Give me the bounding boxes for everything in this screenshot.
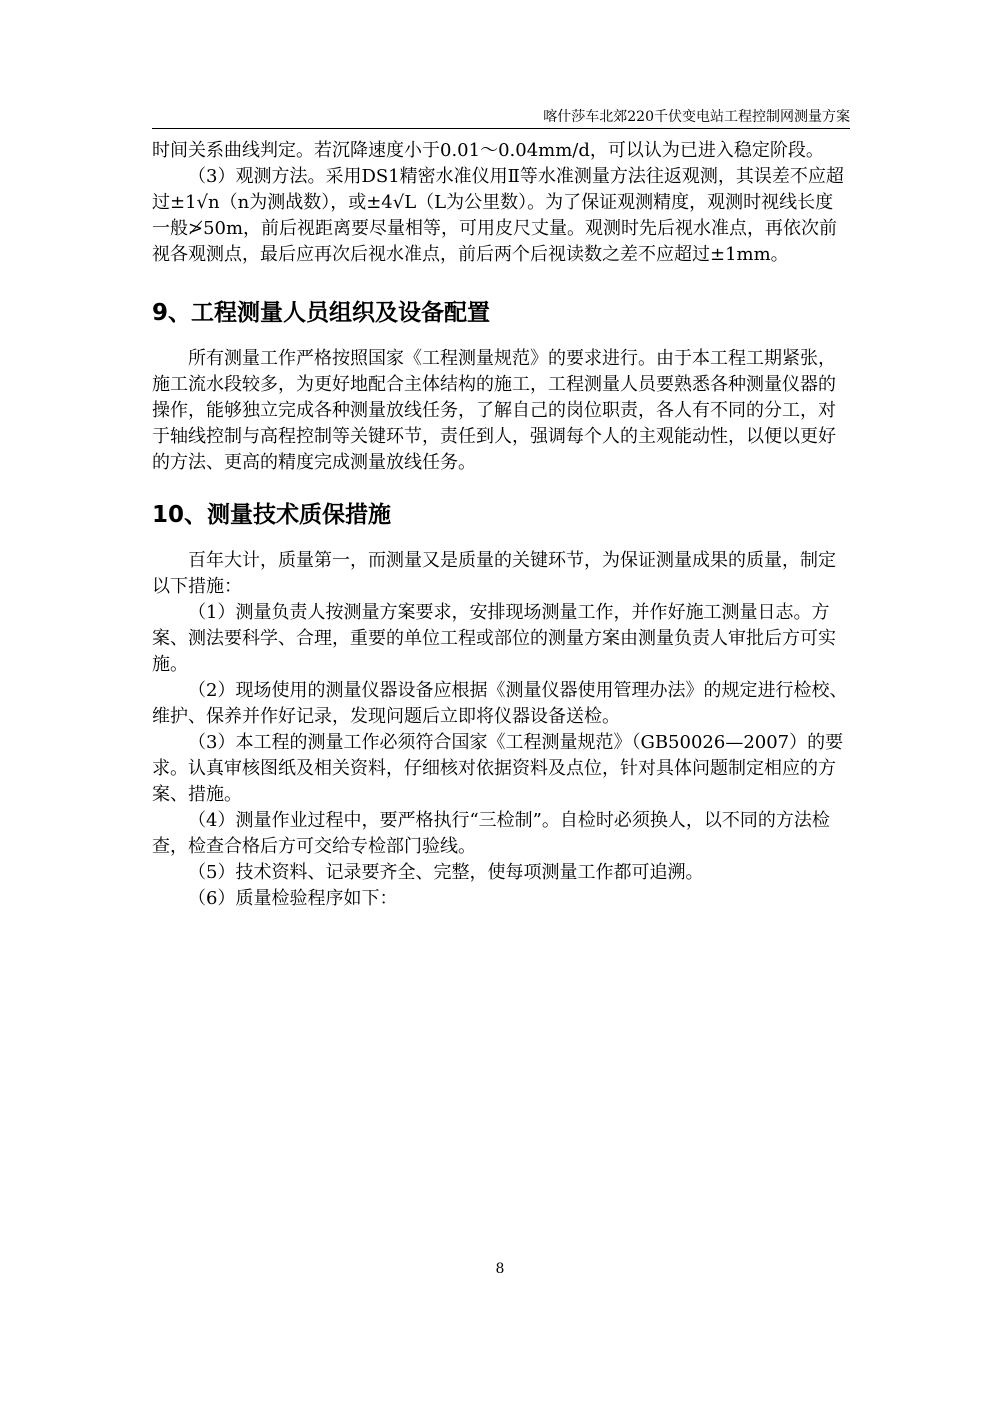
list-item: （4）测量作业过程中，要严格执行“三检制”。自检时必须换人，以不同的方法检查，检查合格后方可交给专检部门验线。 <box>152 810 830 857</box>
list-item: （1）测量负责人按测量方案要求，安排现场测量工作，并作好施工测量日志。方案、测法要科学、合理，重要的单位工程或部位的测量方案由测量负责人审批后方可实施。 <box>152 602 836 675</box>
list-item: （2）现场使用的测量仪器设备应根据《测量仪器使用管理办法》的规定进行检校、维护、保养并作好记录，发现问题后立即将仪器设备送检。 <box>152 680 848 727</box>
list-item: （6）质量检验程序如下： <box>188 888 398 909</box>
section-10-heading: 10、测量技术质保措施 <box>152 502 392 528</box>
paragraph-continuation: 时间关系曲线判定。若沉降速度小于0.01～0.04mm/d，可以认为已进入稳定阶段。 <box>152 140 824 161</box>
list-item: （3）本工程的测量工作必须符合国家《工程测量规范》（GB50026—2007）的要求。认真审核图纸及相关资料，仔细核对依据资料及点位，针对具体问题制定相应的方案、措施。 <box>152 732 844 805</box>
page-header <box>152 108 850 129</box>
page-number: 8 <box>495 1261 505 1277</box>
list-item: （5）技术资料、记录要齐全、完整，使每项测量工作都可追溯。 <box>188 862 704 883</box>
paragraph-observation-method: （3）观测方法。采用DS1精密水准仪用Ⅱ等水准测量方法往返观测，其误差不应超过±1√n（n为测战数），或±4√L（L为公里数）。为了保证观测精度，观测时视线长度一般≯50m，前后视距离要尽量相等，可用皮尺丈量。观测时先后视水准点，再依次前视各观测点，最后应再次后视水准点，前后两个后视读数之差不应超过±1mm。 <box>152 166 844 265</box>
section-9-body: 所有测量工作严格按照国家《工程测量规范》的要求进行。由于本工程工期紧张，施工流水段较多，为更好地配合主体结构的施工，工程测量人员要熟悉各种测量仪器的操作，能够独立完成各种测量放线任务，了解自己的岗位职责，各人有不同的分工，对于轴线控制与高程控制等关键环节，责任到人，强调每个人的主观能动性，以便以更好的方法、更高的精度完成测量放线任务。 <box>152 348 836 473</box>
header-title: 喀什莎车北郊220千伏变电站工程控制网测量方案 <box>543 109 850 125</box>
section-10-intro: 百年大计，质量第一，而测量又是质量的关键环节，为保证测量成果的质量，制定以下措施： <box>152 550 836 597</box>
section-9-heading: 9、工程测量人员组织及设备配置 <box>152 300 491 326</box>
document-body <box>152 138 850 912</box>
page-footer <box>0 1260 1000 1278</box>
